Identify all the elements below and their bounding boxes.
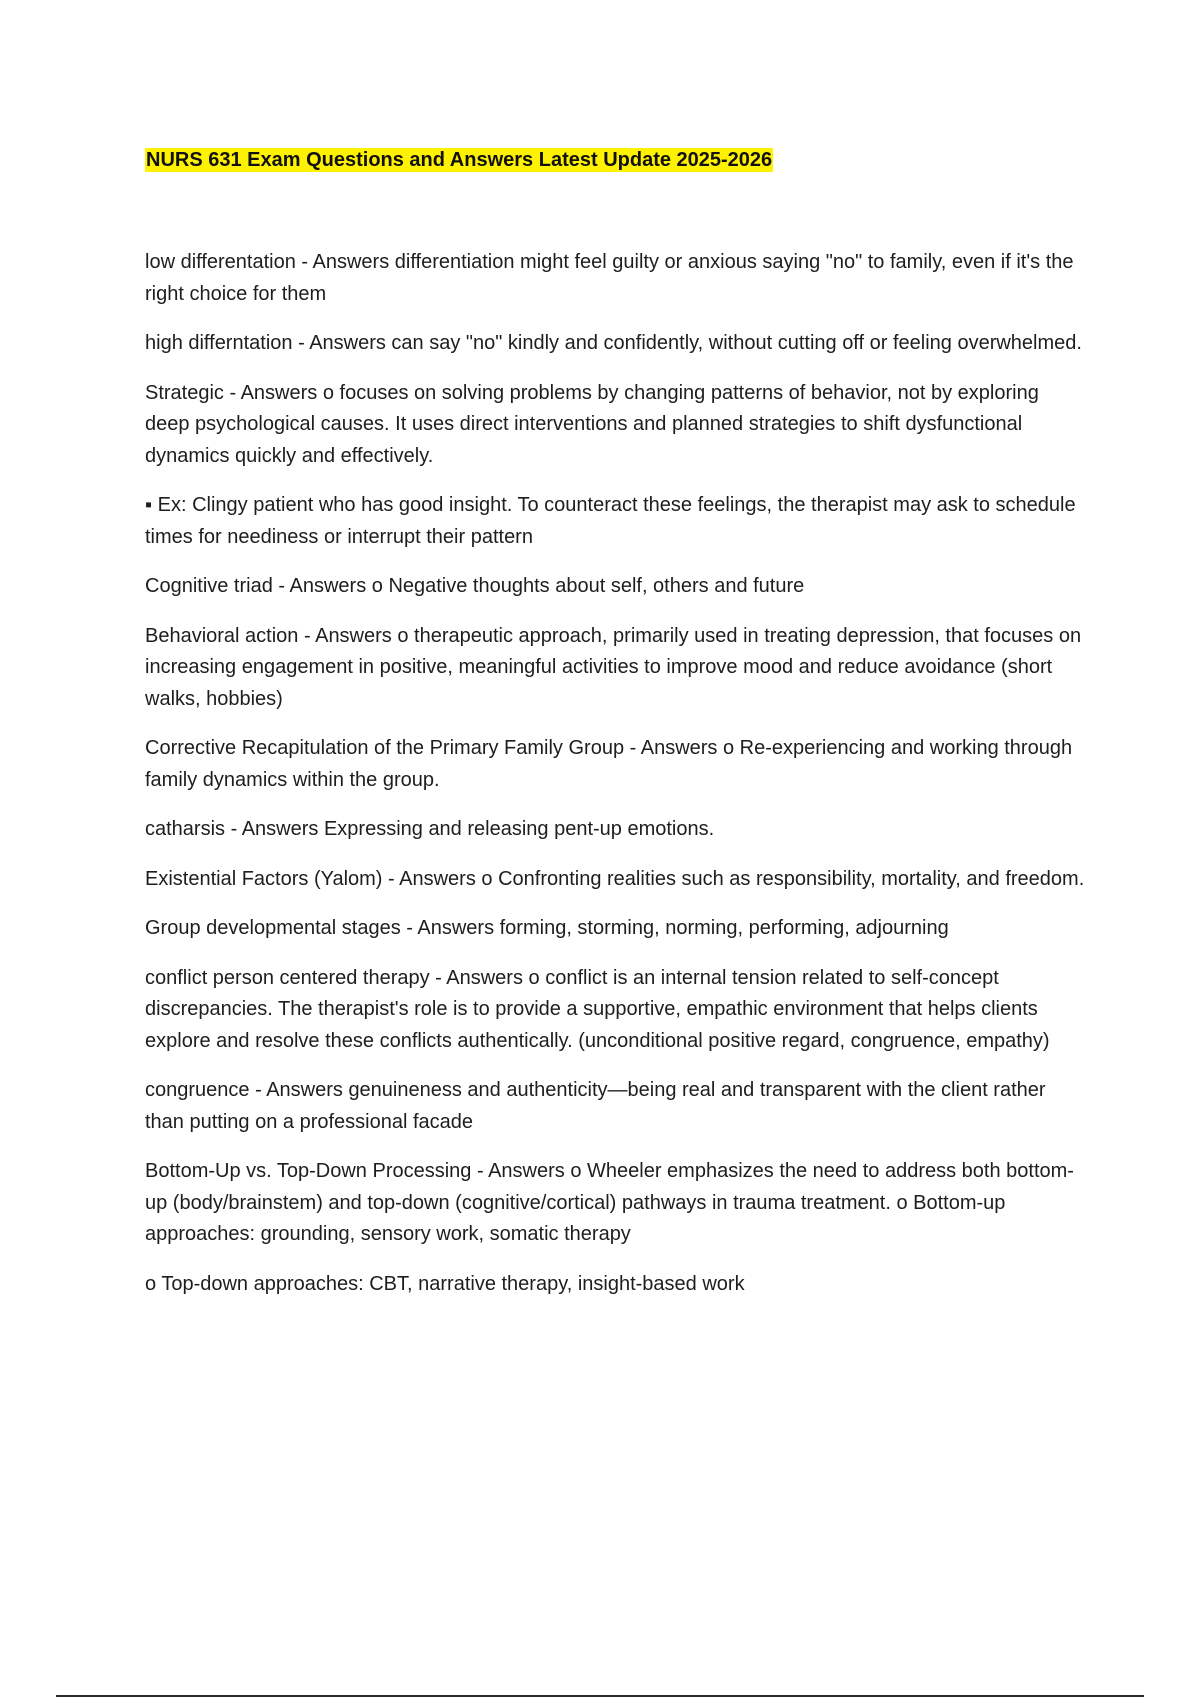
title-block: [145, 145, 1045, 175]
document-body: [145, 247, 1085, 1318]
paragraph-high-differentiation: high differntation - Answers can say "no" kindly and confidently, without cutting off or feeling overwhelmed.: [145, 332, 1082, 354]
paragraph-strategic-example: ▪ Ex: Clingy patient who has good insight. To counteract these feelings, the therapist may ask to schedule times for neediness or interrupt their pattern: [145, 494, 1076, 548]
paragraph-catharsis: catharsis - Answers Expressing and releasing pent-up emotions.: [145, 818, 715, 840]
paragraph-strategic: Strategic - Answers o focuses on solving problems by changing patterns of behavior, not by exploring deep psychological causes. It uses direct interventions and planned strategies to shift dysfunctional dynamics quickly and effectively.: [145, 381, 1039, 467]
paragraph-low-differentiation: low differentation - Answers differentiation might feel guilty or anxious saying "no" to family, even if it's the right choice for them: [145, 251, 1074, 305]
paragraph-top-down-approaches: o Top-down approaches: CBT, narrative therapy, insight-based work: [145, 1272, 745, 1295]
paragraph-behavioral-action: Behavioral action - Answers o therapeutic approach, primarily used in treating depression, that focuses on increasing engagement in positive, meaningful activities to improve mood and reduce avoidance (short walks, hobbies): [145, 624, 1082, 710]
document-title: NURS 631 Exam Questions and Answers Latest Update 2025-2026: [146, 149, 773, 171]
paragraph-group-stages: Group developmental stages - Answers forming, storming, norming, performing, adjourning: [145, 917, 949, 939]
footer-divider: [56, 1695, 1144, 1697]
paragraph-cognitive-triad: Cognitive triad - Answers o Negative thoughts about self, others and future: [145, 575, 805, 597]
paragraph-corrective-recapitulation: Corrective Recapitulation of the Primary Family Group - Answers o Re-experiencing and working through family dynamics within the group.: [145, 737, 1073, 791]
paragraph-bottom-up-top-down: Bottom-Up vs. Top-Down Processing - Answers o Wheeler emphasizes the need to address both bottom-up (body/brainstem) and top-down (cognitive/cortical) pathways in trauma treatment. o Bottom-up approaches: grounding, sensory work, somatic therapy: [145, 1160, 1074, 1245]
paragraph-congruence: congruence - Answers genuineness and authenticity—being real and transparent with the client rather than putting on a professional facade: [145, 1079, 1046, 1133]
paragraph-existential-factors: Existential Factors (Yalom) - Answers o Confronting realities such as responsibility, mortality, and freedom.: [145, 867, 1085, 890]
paragraph-conflict-person-centered: conflict person centered therapy - Answers o conflict is an internal tension related to self-concept discrepancies. The therapist's role is to provide a supportive, empathic environment that helps clients explore and resolve these conflicts authentically. (unconditional positive regard, congruence, empathy): [145, 966, 1050, 1052]
